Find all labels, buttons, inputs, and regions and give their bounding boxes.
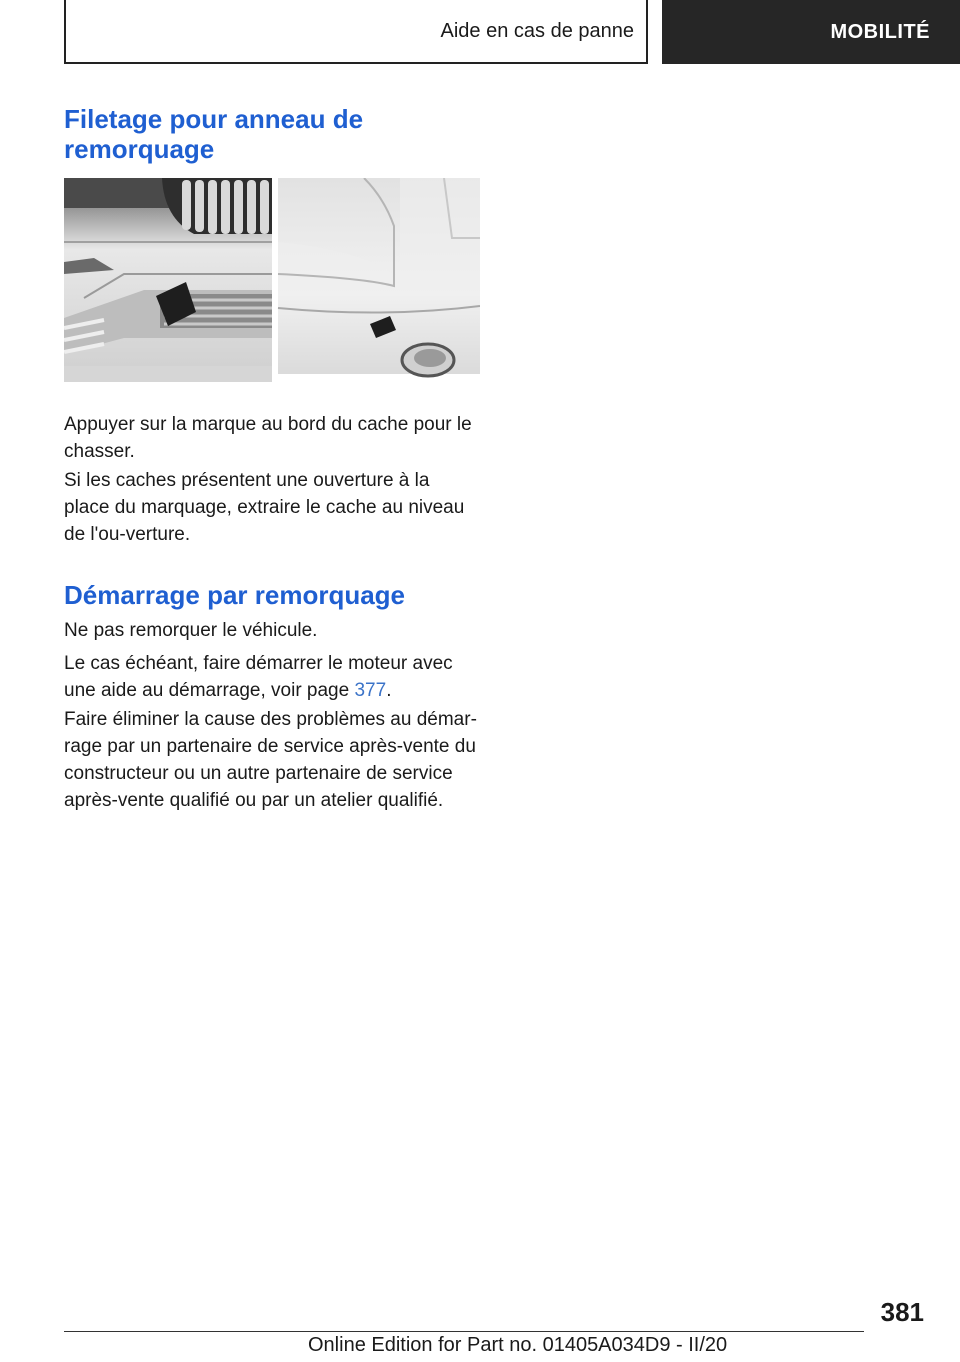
paragraph-suffix: . [386,680,392,701]
paragraph: Faire éliminer la cause des problèmes au démar‐rage par un partenaire de service après-vente du constructeur ou un autre partenaire de service après-vente qualifié ou par un atelier qualifié. [64,709,477,811]
paragraph-text: Le cas échéant, faire démarrer le moteur avec une aide au démarrage, voir page [64,653,453,701]
chapter-tab [662,0,960,64]
page-link[interactable]: 377 [354,680,387,701]
page-number: 381 [880,1297,924,1327]
towing-eye-cover-illustration [64,178,480,382]
paragraph-jump-start [64,650,480,704]
heading-towing-thread: Filetage pour anneau de remorquage [64,104,364,164]
front-bumper-panel [64,178,272,382]
rear-bumper-panel [278,178,480,376]
paragraph: Appuyer sur la marque au bord du cache pour le chasser. [64,414,472,462]
heading-tow-start: Démarrage par remorquage [64,580,406,610]
footer-rule [64,1331,864,1332]
paragraph: Ne pas remorquer le véhicule. [64,620,318,641]
running-header [64,0,648,64]
section-label: Aide en cas de panne [440,19,634,42]
paragraph: Si les caches présentent une ouverture à la place du marquage, extraire le cache au niveau de l'ou‐verture. [64,470,465,545]
edition-footer: Online Edition for Part no. 01405A034D9 - II/20 [308,1334,728,1356]
chapter-label: MOBILITÉ [830,20,930,43]
